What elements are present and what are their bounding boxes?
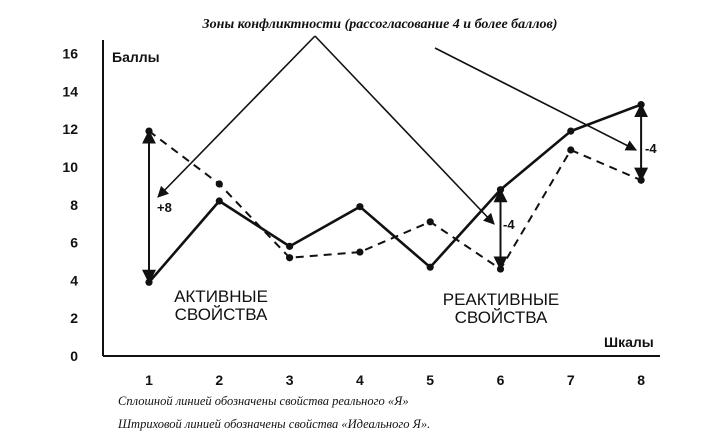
series-line-dashed [149,131,641,269]
data-point-dashed [567,146,574,153]
diff-label-8: -4 [645,141,657,156]
data-point-dashed [356,248,363,255]
x-tick-labels [145,372,645,388]
y-tick-label: 8 [70,196,78,213]
x-tick-label: 8 [637,372,645,388]
y-tick-label: 6 [70,234,78,251]
y-axis-label: Баллы [112,49,160,65]
data-point-solid [286,243,293,250]
data-point-solid [427,264,434,271]
data-point-dashed [216,180,223,187]
y-tick-labels [62,46,78,364]
data-point-solid [216,197,223,204]
y-tick-label: 2 [70,310,78,327]
legend-dashed: Штриховой линией обозначены свойства «Идеального Я». [118,417,431,431]
y-tick-label: 4 [70,272,78,289]
y-tick-label: 16 [62,45,78,62]
zone-label-active-2: СВОЙСТВА [174,305,268,324]
series-points-solid [145,101,644,286]
x-tick-label: 7 [566,372,575,388]
legend-solid: Сплошной линией обозначены свойства реального «Я» [118,394,409,408]
data-point-dashed [286,254,293,261]
zone-label-reactive-1: РЕАКТИВНЫЕ [442,290,560,309]
diff-label-1: +8 [157,200,172,215]
x-tick-label: 4 [356,372,364,388]
data-point-dashed [427,218,434,225]
chart-title: Зоны конфликтности (рассогласование 4 и более баллов) [202,17,558,32]
title-pointer-right [435,48,636,150]
x-tick-label: 2 [215,372,224,388]
y-tick-label: 14 [62,83,78,100]
data-point-solid [356,203,363,210]
y-tick-label: 10 [62,159,78,175]
x-tick-label: 5 [426,372,435,388]
x-tick-label: 3 [285,372,294,388]
x-tick-label: 1 [145,372,153,388]
x-tick-label: 6 [496,372,505,388]
title-pointer-left [158,36,315,197]
zone-label-reactive-2: СВОЙСТВА [454,308,548,327]
x-axis-label: Шкалы [604,334,654,350]
y-tick-label: 12 [62,121,78,138]
diff-label-6: -4 [503,217,515,232]
zone-label-active-1: АКТИВНЫЕ [174,287,268,306]
y-tick-label: 0 [70,348,78,364]
data-point-solid [567,127,574,134]
